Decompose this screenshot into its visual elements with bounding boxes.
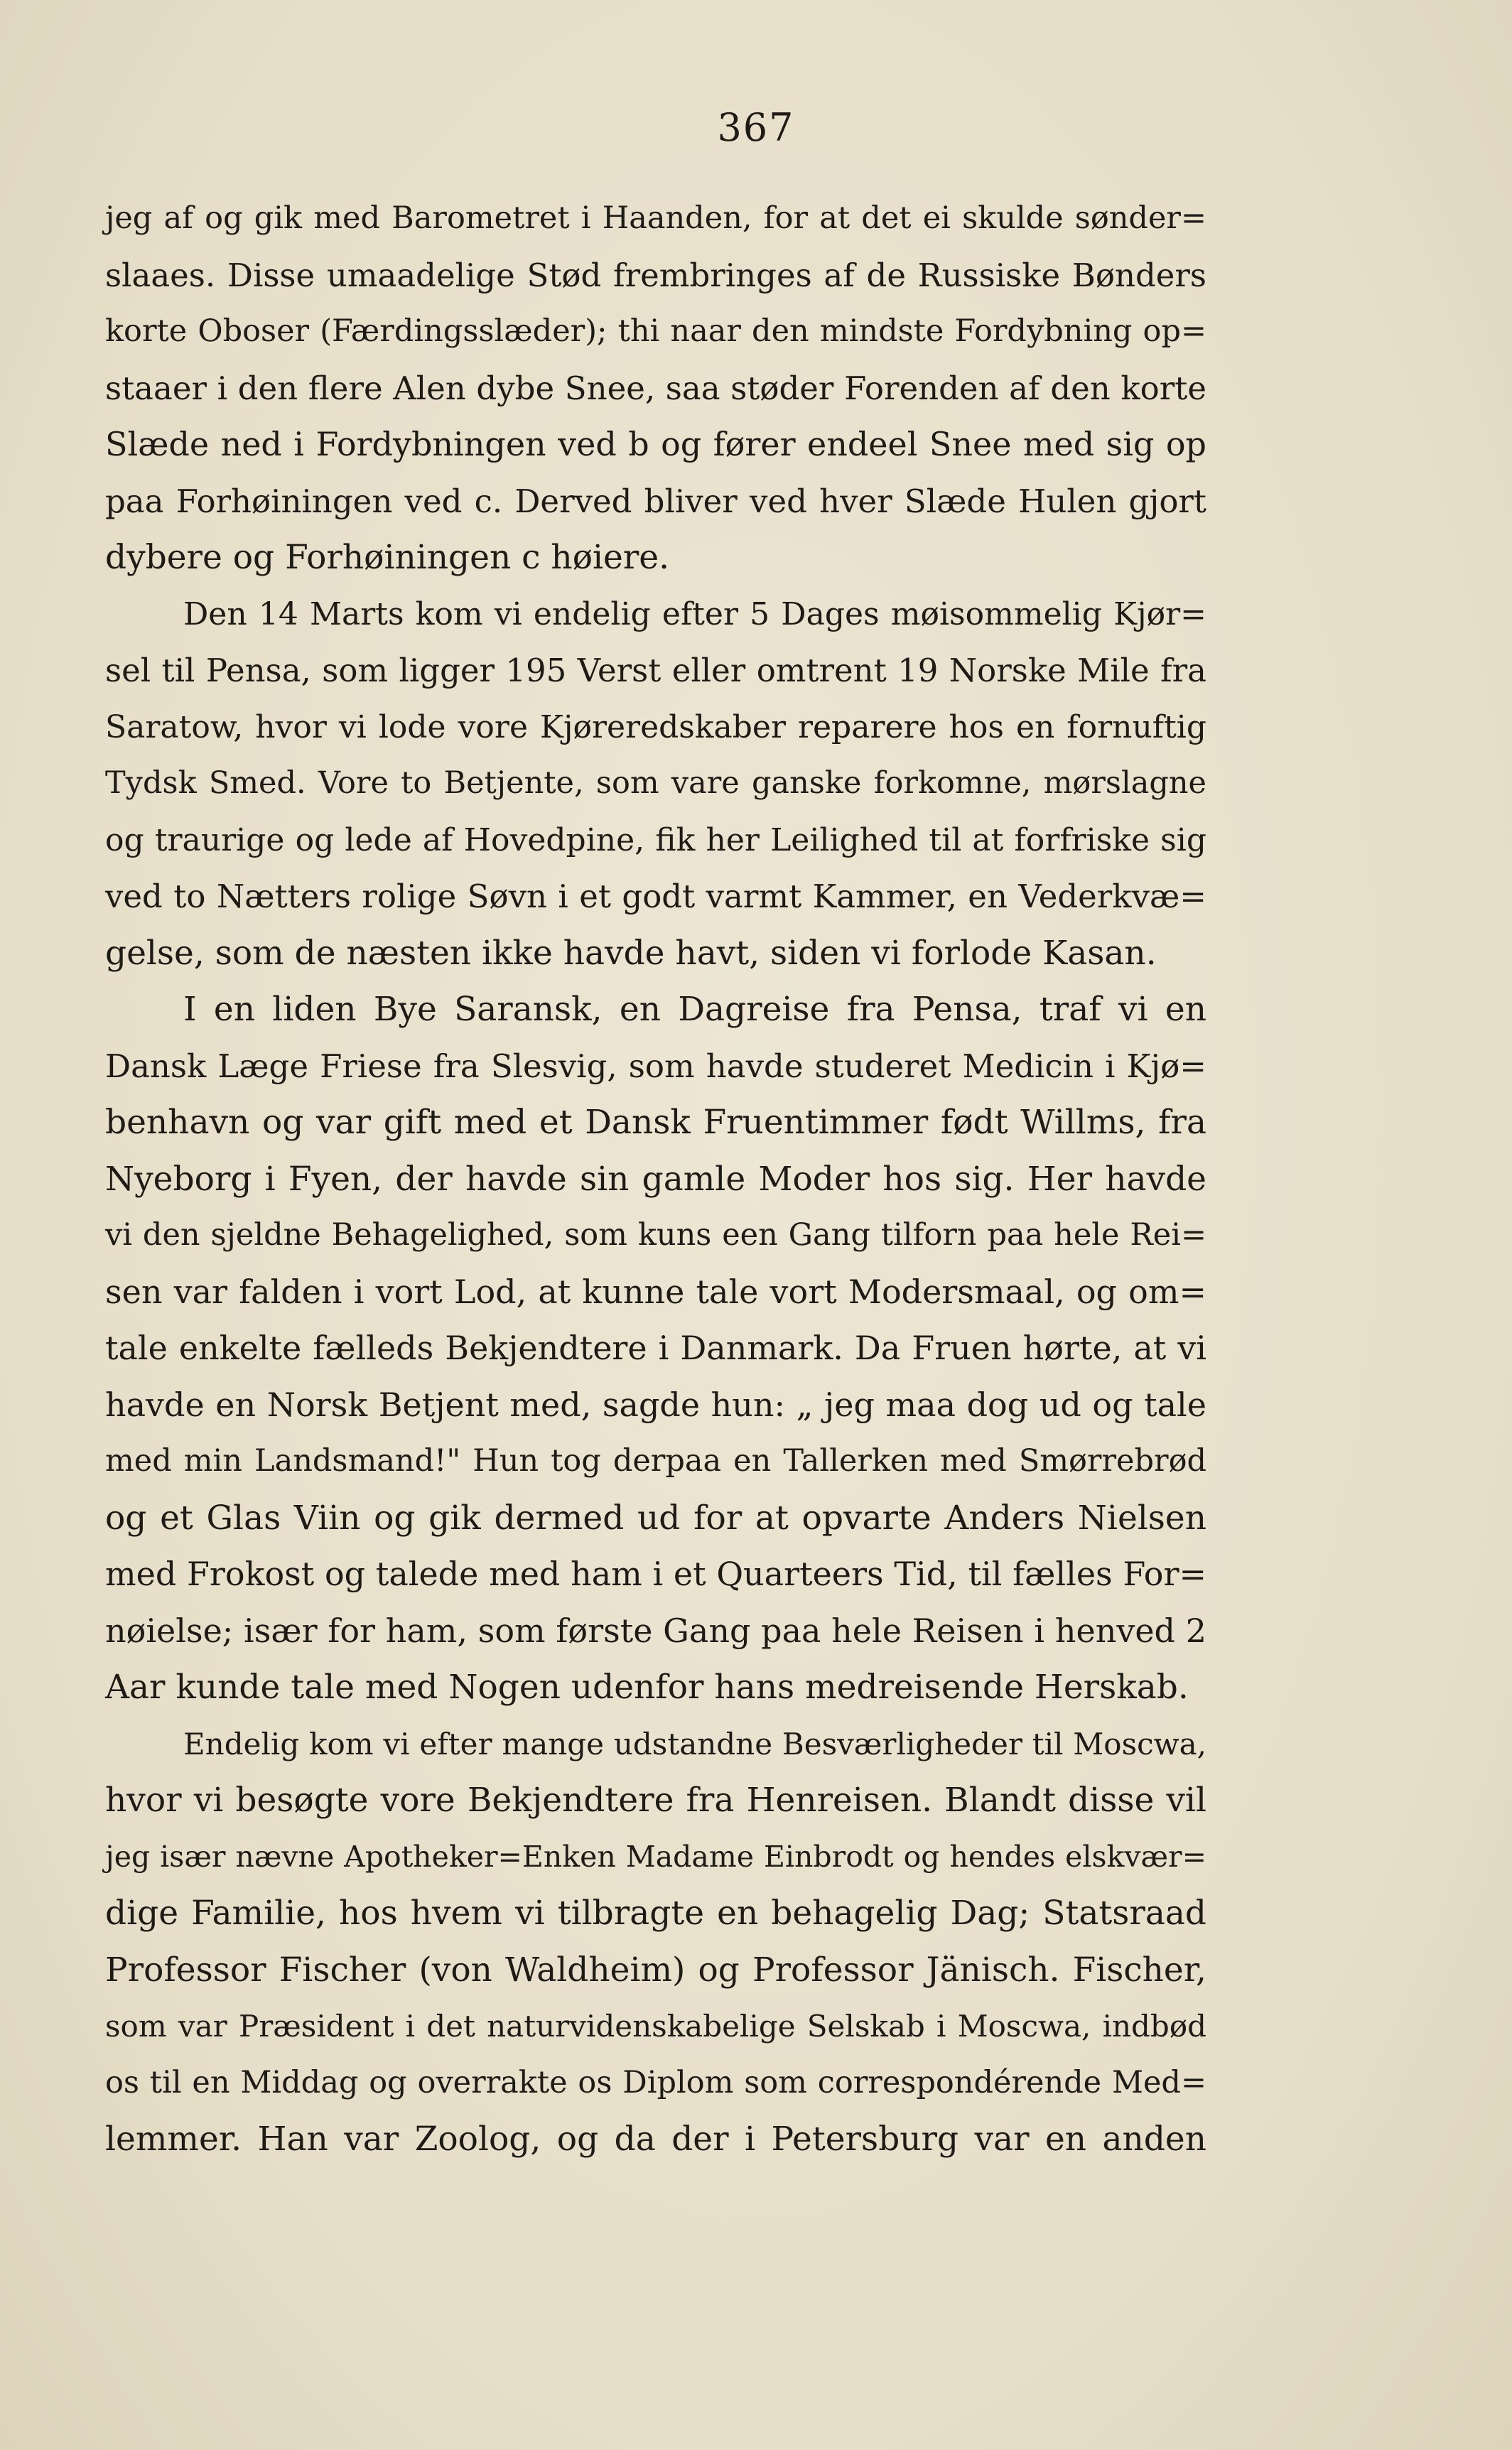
text-line: staaer i den flere Alen dybe Snee, saa støder Forenden af den korte: [105, 369, 1206, 407]
text-line: sen var falden i vort Lod, at kunne tale vort Modersmaal, og om=: [105, 1272, 1206, 1311]
text-line: korte Oboser (Færdingsslæder); thi naar den mindste Fordybning op=: [105, 313, 1206, 349]
text-line: Aar kunde tale med Nogen udenfor hans medreisende Herskab.: [105, 1668, 1189, 1707]
text-line: dybere og Forhøiningen c høiere.: [105, 538, 670, 577]
text-line: Saratow, hvor vi lode vore Kjøreredskaber reparere hos en fornuftig: [105, 708, 1206, 745]
text-line: med Frokost og talede med ham i et Quarteers Tid, til fælles For=: [105, 1555, 1206, 1593]
text-line: tale enkelte fælleds Bekjendtere i Danmark. Da Fruen hørte, at vi: [105, 1329, 1206, 1367]
text-line: paa Forhøiningen ved c. Derved bliver ved hver Slæde Hulen gjort: [105, 482, 1206, 520]
text-line: Tydsk Smed. Vore to Betjente, som vare ganske forkomne, mørslagne: [105, 765, 1206, 801]
text-line: ved to Nætters rolige Søvn i et godt varmt Kammer, en Vederkvæ=: [105, 878, 1206, 915]
text-line: hvor vi besøgte vore Bekjendtere fra Henreisen. Blandt disse vil: [105, 1781, 1206, 1820]
text-line: Slæde ned i Fordybningen ved b og fører endeel Snee med sig op: [105, 425, 1206, 463]
text-line: vi den sjeldne Behagelighed, som kuns een Gang tilforn paa hele Rei=: [105, 1217, 1206, 1253]
text-line: Dansk Læge Friese fra Slesvig, som havde studeret Medicin i Kjø=: [105, 1047, 1206, 1085]
text-line: jeg især nævne Apotheker=Enken Madame Einbrodt og hendes elskvær=: [105, 1839, 1206, 1874]
text-line: os til en Middag og overrakte os Diplom som correspondérende Med=: [105, 2064, 1206, 2100]
text-line: slaaes. Disse umaadelige Stød frembringes af de Russiske Bønders: [105, 256, 1206, 294]
text-line: Professor Fischer (von Waldheim) og Professor Jänisch. Fischer,: [105, 1950, 1206, 1990]
text-line: dige Familie, hos hvem vi tilbragte en behagelig Dag; Statsraad: [105, 1894, 1206, 1933]
text-line: sel til Pensa, som ligger 195 Verst eller omtrent 19 Norske Mile fra: [105, 652, 1206, 689]
text-line: med min Landsmand!" Hun tog derpaa en Tallerken med Smørrebrød: [105, 1443, 1206, 1479]
text-line: Endelig kom vi efter mange udstandne Besværligheder til Moscwa,: [183, 1726, 1206, 1761]
text-line: som var Præsident i det naturvidenskabelige Selskab i Moscwa, indbød: [105, 2009, 1206, 2044]
text-line: nøielse; især for ham, som første Gang paa hele Reisen i henved 2: [105, 1611, 1206, 1650]
text-line: lemmer. Han var Zoolog, og da der i Petersburg var en anden: [105, 2120, 1206, 2159]
text-line: Nyeborg i Fyen, der havde sin gamle Moder hos sig. Her havde: [105, 1159, 1206, 1199]
text-line: havde en Norsk Betjent med, sagde hun: „ jeg maa dog ud og tale: [105, 1385, 1206, 1424]
text-line: og et Glas Viin og gik dermed ud for at opvarte Anders Nielsen: [105, 1498, 1206, 1538]
text-line: I en liden Bye Saransk, en Dagreise fra Pensa, traf vi en: [183, 990, 1206, 1029]
body-text: [105, 190, 1206, 2168]
text-line: Den 14 Marts kom vi endelig efter 5 Dages møisommelig Kjør=: [183, 595, 1206, 632]
page-number: 367: [717, 105, 795, 150]
text-line: gelse, som de næsten ikke havde havt, siden vi forlode Kasan.: [105, 933, 1157, 973]
text-line: og traurige og lede af Hovedpine, fik her Leilighed til at forfriske sig: [105, 821, 1206, 858]
text-line: jeg af og gik med Barometret i Haanden, for at det ei skulde sønder=: [105, 200, 1206, 236]
text-line: benhavn og var gift med et Dansk Fruentimmer født Willms, fra: [105, 1103, 1206, 1142]
